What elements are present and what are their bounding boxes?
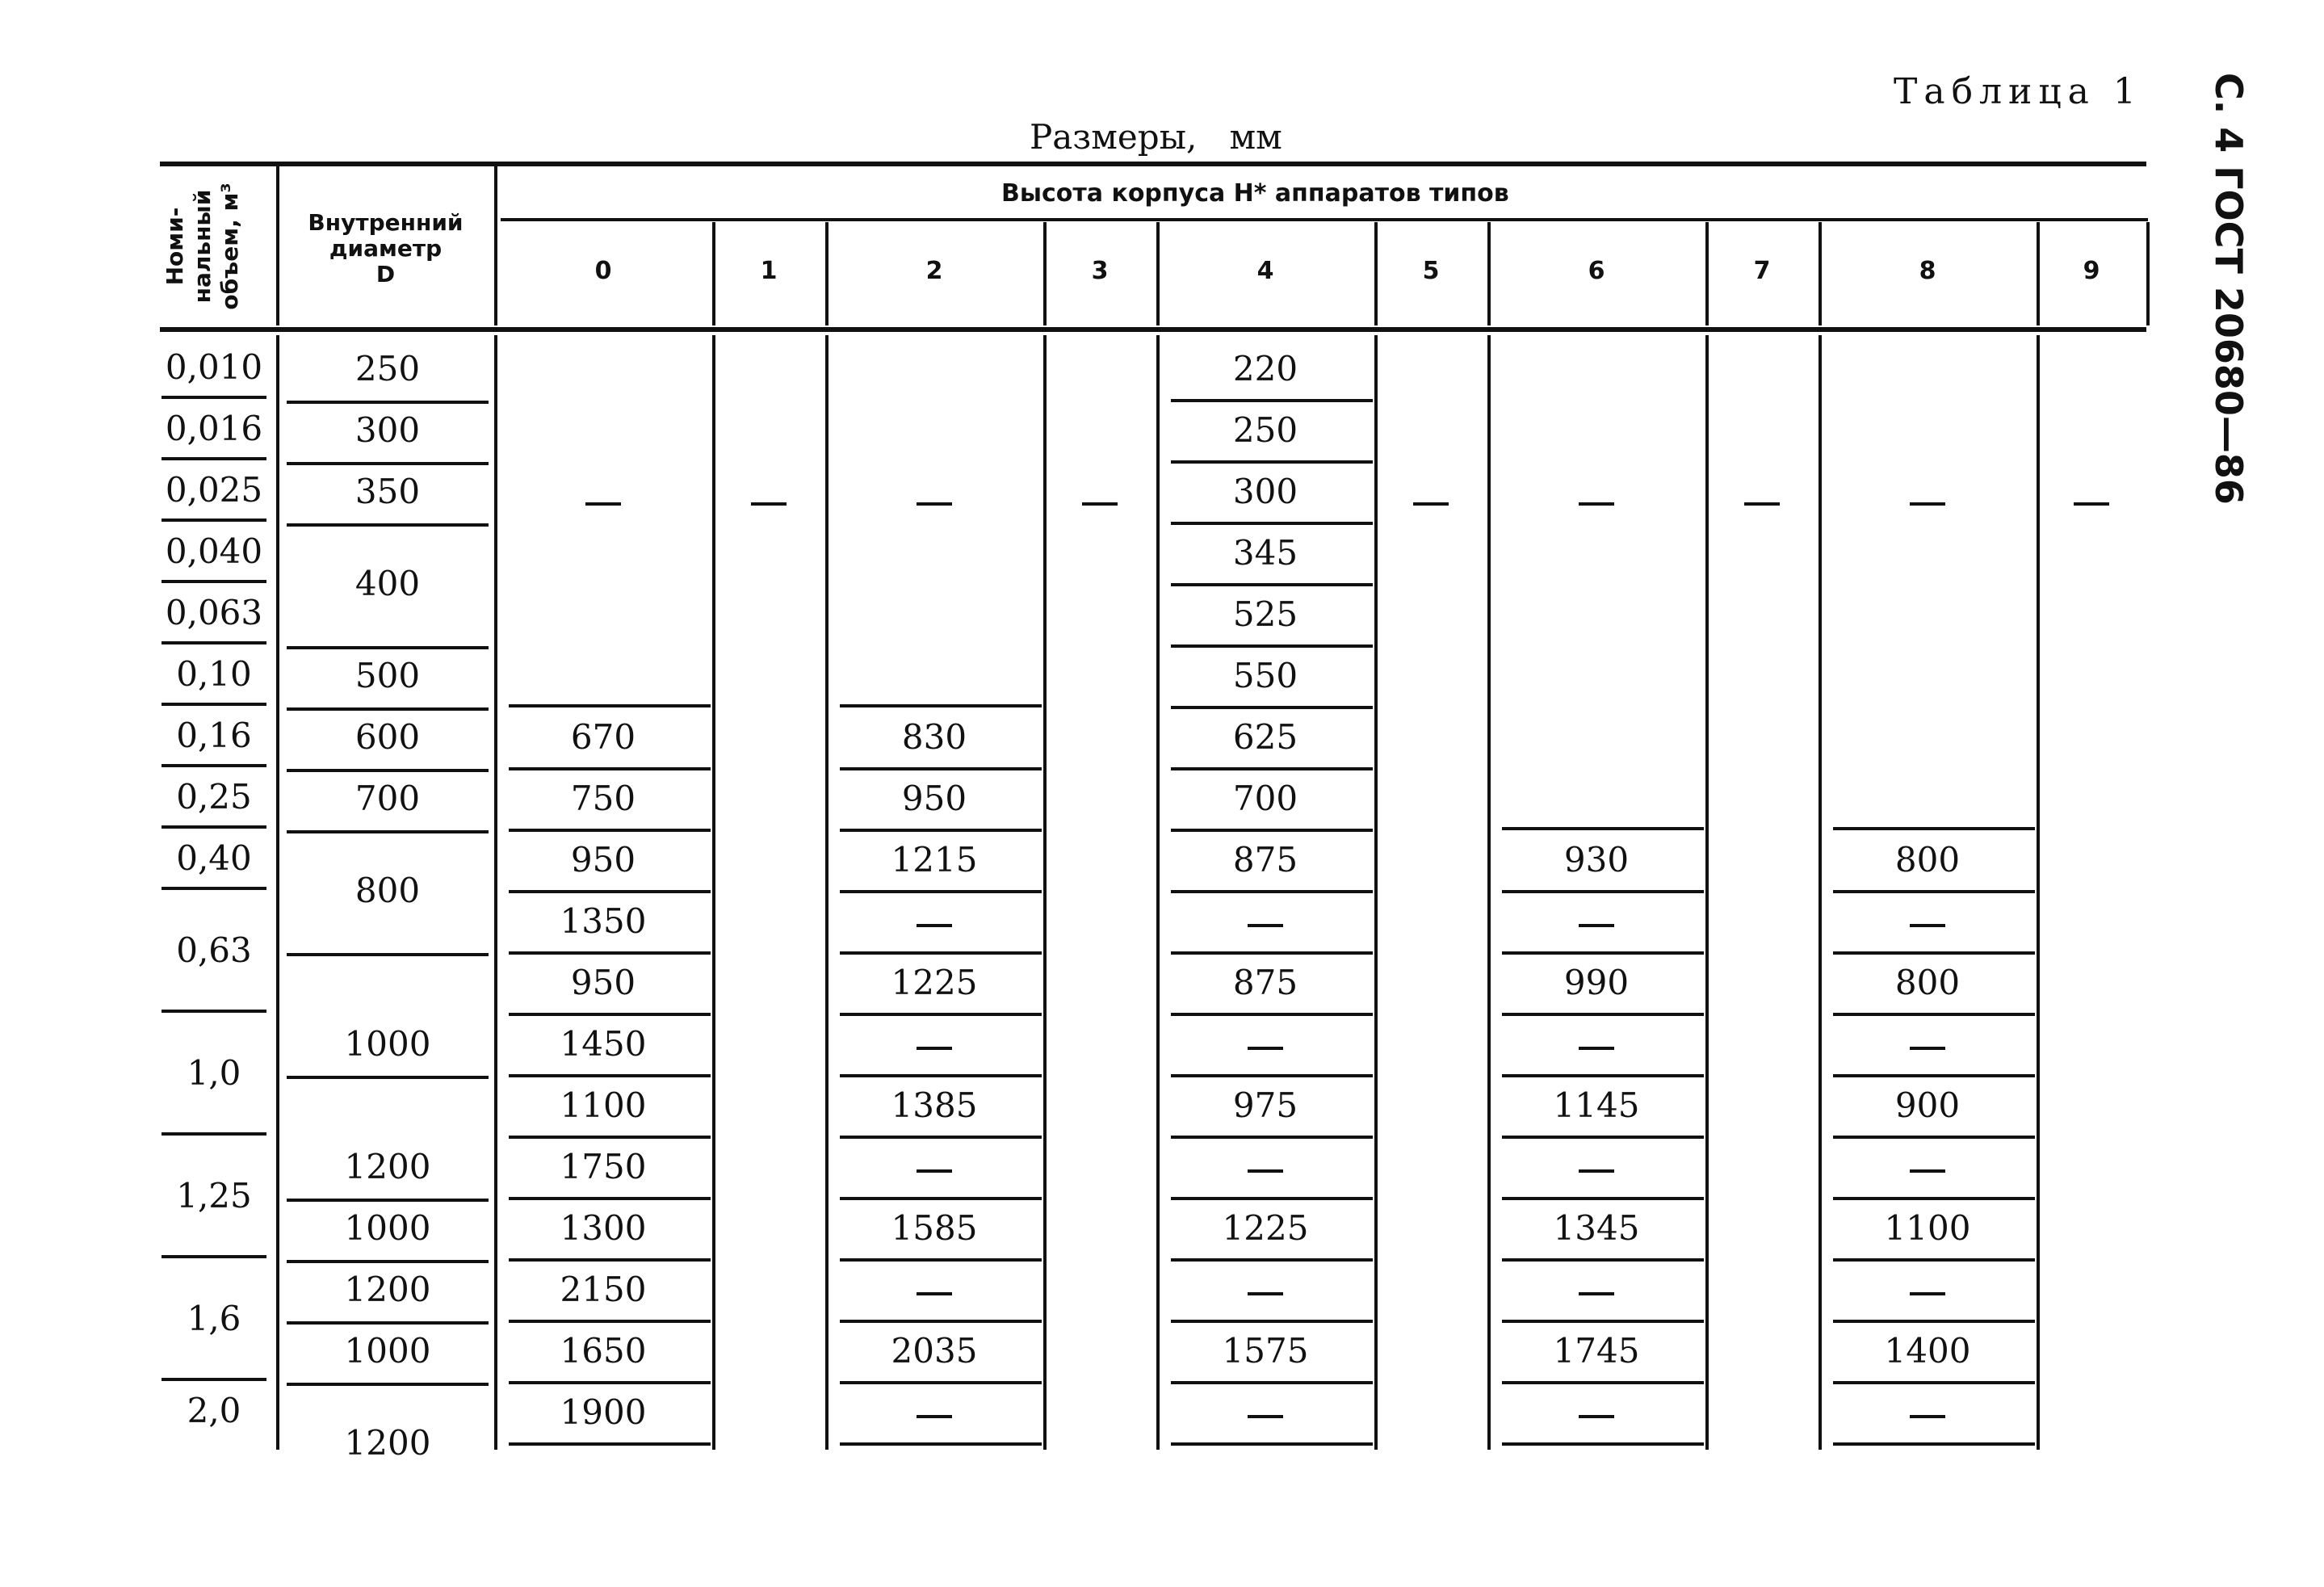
- table-cell: 950: [570, 963, 636, 1002]
- dash-mark: [1910, 1292, 1945, 1295]
- row-rule: [1171, 1442, 1373, 1446]
- diameter-cell: 1200: [344, 1147, 431, 1186]
- volume-cell: 1,6: [187, 1299, 241, 1338]
- column-divider: [1156, 335, 1160, 1450]
- row-rule: [840, 767, 1042, 770]
- diameter-cell: 350: [354, 472, 421, 511]
- table-cell: 990: [1563, 963, 1630, 1002]
- dash-mark: [917, 502, 952, 506]
- diameter-cell: 400: [354, 564, 421, 603]
- header-divider: [276, 166, 279, 325]
- row-rule: [509, 829, 711, 832]
- volume-rule: [162, 1132, 266, 1136]
- row-rule: [1171, 1013, 1373, 1016]
- table-cell: 975: [1232, 1085, 1298, 1125]
- table-cell: 1450: [560, 1024, 647, 1064]
- dash-mark: [917, 1169, 952, 1173]
- dash-mark: [1910, 502, 1945, 506]
- row-rule: [509, 1442, 711, 1446]
- row-rule: [1833, 1013, 2035, 1016]
- diameter-rule: [287, 1321, 489, 1325]
- type-header-6: 6: [1588, 257, 1605, 285]
- row-rule: [1171, 583, 1373, 586]
- volume-cell: 0,040: [165, 531, 263, 571]
- diameter-cell: 800: [354, 871, 421, 910]
- dash-mark: [1248, 1415, 1283, 1418]
- table-cell: 1300: [560, 1208, 647, 1248]
- row-rule: [840, 704, 1042, 707]
- row-rule: [1833, 951, 2035, 955]
- row-rule: [840, 951, 1042, 955]
- diameter-cell: 1200: [344, 1270, 431, 1309]
- dash-mark: [1579, 1415, 1614, 1418]
- volume-cell: 0,25: [176, 777, 252, 817]
- column-divider: [276, 335, 279, 1450]
- table-cell: 900: [1894, 1085, 1961, 1125]
- volume-cell: 0,16: [176, 716, 252, 755]
- row-rule: [509, 1197, 711, 1200]
- table-cell: 800: [1894, 963, 1961, 1002]
- dash-mark: [2074, 502, 2109, 506]
- diameter-rule: [287, 401, 489, 404]
- table-cell: 1225: [1222, 1208, 1309, 1248]
- diameter-rule: [287, 953, 489, 956]
- dash-mark: [917, 1047, 952, 1050]
- table-cell: 300: [1232, 472, 1298, 511]
- side-code-text: С. 4 ГОСТ 20680—86: [2207, 73, 2251, 505]
- dash-mark: [917, 1292, 952, 1295]
- row-rule: [1502, 1013, 1704, 1016]
- dash-mark: [1248, 1047, 1283, 1050]
- volume-cell: 2,0: [187, 1391, 241, 1430]
- table-cell: 2150: [560, 1270, 647, 1309]
- type-header-2: 2: [925, 257, 943, 285]
- table-cell: 1650: [560, 1331, 647, 1371]
- table-cell: 2035: [891, 1331, 978, 1371]
- row-rule: [1502, 890, 1704, 893]
- row-rule: [509, 704, 711, 707]
- row-rule: [1502, 1197, 1704, 1200]
- table-cell: 625: [1232, 717, 1298, 757]
- volume-cell: 0,016: [165, 409, 263, 448]
- row-rule: [1171, 767, 1373, 770]
- row-rule: [1833, 1074, 2035, 1077]
- diameter-rule: [287, 769, 489, 772]
- column-divider: [1374, 335, 1378, 1450]
- row-rule: [509, 1381, 711, 1384]
- row-rule: [1502, 1320, 1704, 1323]
- volume-cell: 1,0: [187, 1053, 241, 1093]
- dash-mark: [917, 1415, 952, 1418]
- row-rule: [840, 890, 1042, 893]
- table-cell: 1385: [891, 1085, 978, 1125]
- column-divider: [1487, 335, 1491, 1450]
- table-cell: 830: [901, 717, 967, 757]
- header-divider: [494, 166, 497, 325]
- diameter-rule: [287, 646, 489, 649]
- row-rule: [1171, 1074, 1373, 1077]
- table-cell: 550: [1232, 656, 1298, 695]
- row-rule: [840, 1013, 1042, 1016]
- col-diameter-header: Внутренний диаметр D: [308, 209, 464, 288]
- column-divider: [2037, 335, 2040, 1450]
- header-divider: [712, 222, 715, 325]
- row-rule: [840, 1197, 1042, 1200]
- diameter-cell: 500: [354, 656, 421, 695]
- header-divider: [1043, 222, 1047, 325]
- table-cell: 1100: [1884, 1208, 1971, 1248]
- type-header-0: 0: [594, 257, 612, 285]
- column-divider: [1705, 335, 1709, 1450]
- diameter-rule: [287, 830, 489, 833]
- volume-rule: [162, 457, 266, 460]
- row-rule: [1502, 1442, 1704, 1446]
- row-rule: [840, 1381, 1042, 1384]
- volume-rule: [162, 1255, 266, 1258]
- header-divider: [1487, 222, 1491, 325]
- row-rule: [1171, 951, 1373, 955]
- table-cell: 875: [1232, 840, 1298, 880]
- row-rule: [1171, 522, 1373, 525]
- row-rule: [1502, 1381, 1704, 1384]
- table-cell: 1585: [891, 1208, 978, 1248]
- row-rule: [1171, 829, 1373, 832]
- dash-mark: [1579, 1292, 1614, 1295]
- volume-rule: [162, 641, 266, 644]
- table-cell: 220: [1232, 349, 1298, 388]
- header-divider: [2037, 222, 2040, 325]
- volume-rule: [162, 519, 266, 522]
- row-rule: [509, 767, 711, 770]
- header-divider: [1819, 222, 1822, 325]
- table-cell: 950: [901, 779, 967, 818]
- row-rule: [1171, 644, 1373, 648]
- dash-mark: [1910, 1415, 1945, 1418]
- row-rule: [509, 1013, 711, 1016]
- row-rule: [509, 1258, 711, 1262]
- dash-mark: [1248, 1169, 1283, 1173]
- diameter-cell: 250: [354, 349, 421, 388]
- type-header-1: 1: [760, 257, 778, 285]
- table-cell: 1900: [560, 1392, 647, 1432]
- col-volume-header: Номи- нальный объем, м³: [162, 183, 243, 310]
- table-cell: 700: [1232, 779, 1298, 818]
- row-rule: [1171, 1136, 1373, 1139]
- volume-rule: [162, 764, 266, 767]
- row-rule: [1833, 1197, 2035, 1200]
- type-header-8: 8: [1919, 257, 1936, 285]
- diameter-cell: 700: [354, 779, 421, 818]
- dash-mark: [1248, 924, 1283, 927]
- diameter-cell: 1000: [344, 1208, 431, 1248]
- type-header-9: 9: [2083, 257, 2100, 285]
- row-rule: [509, 1320, 711, 1323]
- row-rule: [1833, 827, 2035, 830]
- row-rule: [1171, 1258, 1373, 1262]
- table-label: Таблица 1: [1894, 71, 2142, 112]
- row-rule: [1502, 1074, 1704, 1077]
- table-cell: 345: [1232, 533, 1298, 573]
- header-divider: [2146, 222, 2150, 325]
- table-cell: 1225: [891, 963, 978, 1002]
- dash-mark: [1910, 1047, 1945, 1050]
- table-cell: 750: [570, 779, 636, 818]
- table-cell: 1145: [1553, 1085, 1640, 1125]
- volume-cell: 0,025: [165, 470, 263, 510]
- table-cell: 1345: [1553, 1208, 1640, 1248]
- dash-mark: [751, 502, 787, 506]
- row-rule: [840, 1136, 1042, 1139]
- dash-mark: [1910, 924, 1945, 927]
- table-cell: 525: [1232, 594, 1298, 634]
- volume-cell: 0,63: [176, 930, 252, 970]
- group-header-rule: [501, 218, 2148, 221]
- diameter-rule: [287, 1199, 489, 1202]
- row-rule: [1502, 951, 1704, 955]
- dash-mark: [1579, 1169, 1614, 1173]
- header-bottom-rule: [160, 327, 2146, 332]
- column-divider: [1043, 335, 1047, 1450]
- row-rule: [1833, 1442, 2035, 1446]
- table-cell: 670: [570, 717, 636, 757]
- volume-rule: [162, 580, 266, 583]
- row-rule: [840, 1074, 1042, 1077]
- header-divider: [1374, 222, 1378, 325]
- type-header-5: 5: [1422, 257, 1440, 285]
- row-rule: [1171, 1197, 1373, 1200]
- dash-mark: [1910, 1169, 1945, 1173]
- dash-mark: [1248, 1292, 1283, 1295]
- row-rule: [840, 1258, 1042, 1262]
- row-rule: [1833, 1320, 2035, 1323]
- row-rule: [509, 1074, 711, 1077]
- diameter-rule: [287, 462, 489, 465]
- row-rule: [1833, 1381, 2035, 1384]
- row-rule: [1171, 1320, 1373, 1323]
- diameter-rule: [287, 1260, 489, 1263]
- units-caption: Размеры, мм: [1030, 117, 1282, 157]
- dash-mark: [1579, 924, 1614, 927]
- row-rule: [1171, 1381, 1373, 1384]
- table-cell: 1750: [560, 1147, 647, 1186]
- dash-mark: [1413, 502, 1449, 506]
- volume-cell: 0,40: [176, 838, 252, 878]
- row-rule: [509, 1136, 711, 1139]
- diameter-rule: [287, 523, 489, 527]
- table-top-rule: [160, 162, 2146, 166]
- table-cell: 800: [1894, 840, 1961, 880]
- row-rule: [1502, 1258, 1704, 1262]
- volume-cell: 0,010: [165, 347, 263, 387]
- diameter-rule: [287, 1383, 489, 1386]
- table-cell: 1215: [891, 840, 978, 880]
- table-cell: 875: [1232, 963, 1298, 1002]
- column-divider: [825, 335, 829, 1450]
- header-divider: [1705, 222, 1709, 325]
- diameter-rule: [287, 1076, 489, 1079]
- row-rule: [1833, 1258, 2035, 1262]
- dash-mark: [1744, 502, 1780, 506]
- table-cell: 1350: [560, 901, 647, 941]
- row-rule: [1502, 1136, 1704, 1139]
- diameter-cell: 300: [354, 410, 421, 450]
- volume-rule: [162, 825, 266, 829]
- diameter-cell: 1200: [344, 1423, 431, 1463]
- row-rule: [1171, 890, 1373, 893]
- volume-cell: 0,063: [165, 593, 263, 632]
- column-divider: [712, 335, 715, 1450]
- row-rule: [1833, 890, 2035, 893]
- row-rule: [840, 1320, 1042, 1323]
- row-rule: [1171, 399, 1373, 402]
- dash-mark: [917, 924, 952, 927]
- volume-rule: [162, 1010, 266, 1013]
- volume-cell: 0,10: [176, 654, 252, 694]
- table-cell: 1100: [560, 1085, 647, 1125]
- table-cell: 250: [1232, 410, 1298, 450]
- column-divider: [494, 335, 497, 1450]
- dash-mark: [1082, 502, 1118, 506]
- volume-rule: [162, 703, 266, 706]
- dash-mark: [1579, 1047, 1614, 1050]
- row-rule: [1833, 1136, 2035, 1139]
- volume-rule: [162, 396, 266, 399]
- volume-rule: [162, 1378, 266, 1381]
- side-document-code: [2196, 73, 2261, 505]
- header-divider: [825, 222, 829, 325]
- volume-cell: 1,25: [176, 1176, 252, 1215]
- table-cell: 1400: [1884, 1331, 1971, 1371]
- row-rule: [1502, 827, 1704, 830]
- row-rule: [1171, 460, 1373, 464]
- row-rule: [509, 890, 711, 893]
- row-rule: [1171, 706, 1373, 709]
- row-rule: [840, 1442, 1042, 1446]
- dash-mark: [585, 502, 621, 506]
- type-header-4: 4: [1256, 257, 1274, 285]
- type-header-3: 3: [1091, 257, 1109, 285]
- volume-rule: [162, 887, 266, 890]
- diameter-cell: 1000: [344, 1331, 431, 1371]
- row-rule: [509, 951, 711, 955]
- dash-mark: [1579, 502, 1614, 506]
- table-cell: 1575: [1222, 1331, 1309, 1371]
- diameter-rule: [287, 707, 489, 711]
- header-divider: [1156, 222, 1160, 325]
- table-cell: 1745: [1553, 1331, 1640, 1371]
- diameter-cell: 1000: [344, 1024, 431, 1064]
- type-header-7: 7: [1753, 257, 1771, 285]
- row-rule: [840, 829, 1042, 832]
- column-divider: [1819, 335, 1822, 1450]
- table-cell: 950: [570, 840, 636, 880]
- diameter-cell: 600: [354, 717, 421, 757]
- group-header: Высота корпуса H* аппаратов типов: [1001, 179, 1509, 208]
- table-cell: 930: [1563, 840, 1630, 880]
